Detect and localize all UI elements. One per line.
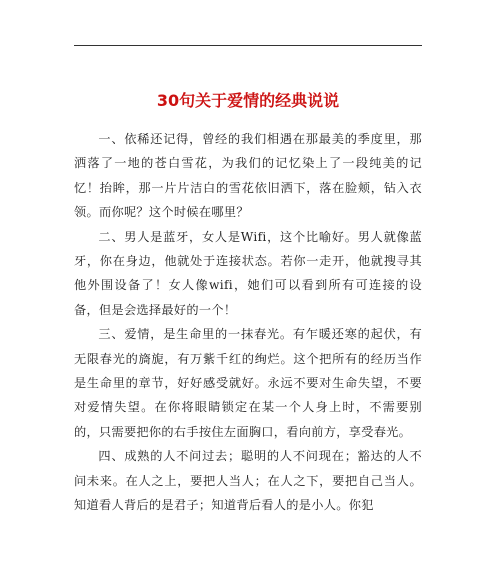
paragraph-2: 二、男人是蓝牙，女人是Wifi，这个比喻好。男人就像蓝牙，你在身边，他就处于连接状态。若你一走开，他就搜寻其他外围设备了！女人像wifi，她们可以看到所有可连接的设备，但是会选择最好的一个！	[74, 229, 422, 317]
paragraph-4: 四、成熟的人不问过去；聪明的人不问现在；豁达的人不问未来。在人之上，要把人当人；在人之下，要把自己当人。知道看人背后的是君子；知道背后看人的是小人。你犯	[74, 449, 422, 513]
header-rule	[74, 45, 422, 46]
paragraph-3: 三、爱情，是生命里的一抹春光。有乍暖还寒的起伏，有无限春光的旖旎，有万紫千红的绚烂。这个把所有的经历当作是生命里的章节，好好感受就好。永远不要对生命失望，不要对爱情失望。在你将眼睛锁定在某一个人身上时，不需要别的，只需要把你的右手按住左面胸口，看向前方，享受春光。	[74, 327, 422, 439]
document-title: 30句关于爱情的经典说说	[156, 91, 340, 110]
paragraph-1: 一、依稀还记得，曾经的我们相遇在那最美的季度里，那洒落了一地的苍白雪花，为我们的记忆染上了一段纯美的记忆！抬眸，那一片片洁白的雪花依旧洒下，落在脸颊，钻入衣领。而你呢？这个时候在哪里？	[74, 132, 422, 220]
document-body	[74, 127, 422, 518]
